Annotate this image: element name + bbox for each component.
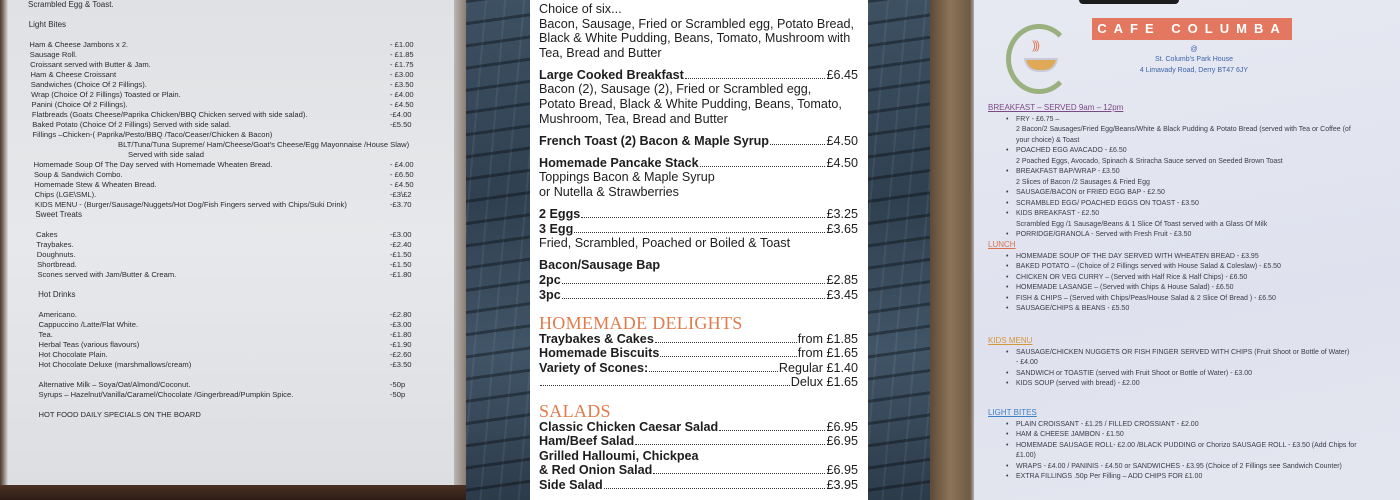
clipboard-clip bbox=[1079, 0, 1179, 4]
menu-item bbox=[539, 134, 858, 149]
item-name: Ham/Beef Salad bbox=[539, 434, 635, 449]
item-price: -50p bbox=[390, 390, 406, 399]
item-detail: 2 Bacon/2 Sausages/Fried Egg/Beans/White & Black Pudding & Potato Bread (served with Tea or Coffee (of bbox=[1016, 126, 1351, 133]
menu-item: • PORRIDGE/GRANOLA - Served with Fresh Fruit - £3.50 bbox=[988, 230, 1398, 241]
menu-item bbox=[539, 207, 858, 222]
description-line bbox=[539, 236, 858, 251]
dot-leader bbox=[770, 144, 825, 145]
item-price: -£2.80 bbox=[390, 310, 412, 319]
menu-item bbox=[539, 156, 858, 171]
dot-leader bbox=[649, 371, 778, 372]
steam-icon: ))) bbox=[1032, 38, 1038, 52]
description-line bbox=[539, 82, 858, 97]
item-name: 3pc bbox=[539, 287, 561, 302]
item-price: £3.25 bbox=[826, 207, 858, 222]
item-name: Large Cooked Breakfast bbox=[539, 67, 684, 82]
menu-line bbox=[28, 340, 454, 350]
menu-line bbox=[28, 200, 454, 210]
menu-item bbox=[539, 478, 858, 493]
section-heading bbox=[28, 20, 454, 30]
menu-item: • BREAKFAST BAP/WRAP - £3.50 bbox=[988, 167, 1398, 178]
menu-section bbox=[988, 408, 1398, 483]
menu-line bbox=[28, 100, 454, 110]
menu-line bbox=[28, 300, 454, 310]
item-detail: your choice) & Toast bbox=[1016, 136, 1080, 144]
item-text: Hot Drinks bbox=[38, 290, 76, 299]
item-text: Sweet Treats bbox=[35, 210, 83, 219]
item-text: Croissant served with Butter & Jam. bbox=[30, 60, 151, 69]
item-text: Shortbread. bbox=[37, 260, 77, 269]
menu-line bbox=[28, 120, 454, 130]
menu-line bbox=[28, 150, 454, 160]
item-name: Variety of Scones: bbox=[539, 360, 649, 375]
menu-line bbox=[28, 320, 454, 330]
section-heading: KIDS MENU bbox=[988, 336, 1033, 345]
item-price: £6.95 bbox=[826, 419, 858, 434]
item-price: -£3.00 bbox=[390, 230, 412, 239]
item-text: Flatbreads (Goats Cheese/Paprika Chicken/BBQ Chicken served with side salad). bbox=[31, 110, 308, 119]
menu-line bbox=[28, 130, 454, 140]
description-line bbox=[539, 170, 858, 185]
item-price: £6.95 bbox=[826, 463, 858, 478]
dot-leader bbox=[635, 444, 825, 445]
menu-item: • POACHED EGG AVACADO - £6.50 bbox=[988, 146, 1398, 157]
menu-line bbox=[28, 80, 454, 90]
menu-stand-base bbox=[0, 485, 466, 500]
menu-item: • HOMEMADE SOUP OF THE DAY SERVED WITH WHEATEN BREAD - £3.95 bbox=[988, 252, 1398, 263]
menu-item: • PLAIN CROISSANT - £1.25 / FILLED CROSSIANT - £2.00 bbox=[988, 420, 1398, 431]
item-text: Hot Chocolate Plain. bbox=[38, 350, 108, 359]
menu-line bbox=[28, 70, 454, 80]
menu-line bbox=[28, 350, 454, 360]
menu-item bbox=[539, 361, 858, 376]
menu-item: • EXTRA FILLINGS .50p Per Filling – ADD CHIPS FOR £1.00 bbox=[988, 472, 1398, 483]
menu-line bbox=[28, 180, 454, 190]
description-text: Bacon (2), Sausage (2), Fried or Scrambled egg, bbox=[539, 82, 812, 97]
item-text: Doughnuts. bbox=[36, 250, 76, 259]
section-heading bbox=[28, 0, 454, 10]
spacer bbox=[539, 302, 858, 310]
spacer bbox=[539, 200, 858, 208]
dot-leader bbox=[574, 232, 825, 233]
spacer bbox=[539, 251, 858, 259]
item-price: from £1.65 bbox=[797, 346, 858, 361]
dot-leader bbox=[581, 217, 825, 218]
menu-item bbox=[539, 463, 858, 478]
description-text: Fried, Scrambled, Poached or Boiled & Toast bbox=[539, 236, 791, 251]
item-price: -£3.70 bbox=[390, 200, 412, 209]
menu-line bbox=[28, 190, 454, 200]
item-price: -£1.80 bbox=[390, 270, 412, 279]
item-price: - £1.85 bbox=[390, 50, 414, 59]
menu-item bbox=[539, 420, 858, 435]
menu-line bbox=[28, 380, 454, 390]
item-price: -£1.50 bbox=[390, 250, 412, 259]
item-text: Scrambled Egg & Toast. bbox=[28, 0, 114, 9]
description-text: Tea, Bread and Butter bbox=[539, 45, 662, 60]
item-price: £6.95 bbox=[826, 434, 858, 449]
item-text: Panini (Choice Of 2 Fillings). bbox=[31, 100, 128, 109]
item-text: Scones served with Jam/Butter & Cream. bbox=[37, 270, 177, 279]
description-line bbox=[539, 31, 858, 46]
menu-line bbox=[28, 410, 454, 420]
section-heading bbox=[28, 290, 454, 300]
item-name: Homemade Pancake Stack bbox=[539, 155, 699, 170]
address-at: @ bbox=[1190, 46, 1198, 53]
item-price: - £4.00 bbox=[390, 90, 414, 99]
description-text: Choice of six... bbox=[539, 2, 622, 16]
item-name: 3 Egg bbox=[539, 221, 574, 236]
section-heading: SALADS bbox=[539, 400, 611, 421]
menu-line bbox=[28, 240, 454, 250]
dot-leader bbox=[604, 488, 826, 489]
item-detail: £1.00) bbox=[1016, 452, 1036, 459]
item-price: - £4.50 bbox=[390, 100, 414, 109]
menu-line bbox=[28, 250, 454, 260]
menu-line bbox=[28, 330, 454, 340]
menu-item bbox=[539, 68, 858, 83]
item-price: - £3.50 bbox=[390, 80, 414, 89]
item-text: Ham & Cheese Jambons x 2. bbox=[29, 40, 129, 49]
description-text: Bacon, Sausage, Fried or Scrambled egg, Potato Bread, bbox=[539, 16, 855, 31]
item-price: -£3.00 bbox=[390, 320, 412, 329]
menu-section bbox=[988, 336, 1398, 390]
description-text: or Nutella & Strawberries bbox=[539, 185, 679, 200]
menu-item: • WRAPS - £4.00 / PANINIS - £4.50 or SANDWICHES - £3.95 (Choice of 2 Fillings see Sandwich Counter) bbox=[988, 462, 1398, 473]
dot-leader bbox=[562, 298, 826, 299]
spacer bbox=[539, 148, 858, 156]
item-text: Traybakes. bbox=[36, 240, 74, 249]
printed-menu-sheet bbox=[8, 0, 454, 485]
item-text: Chips (LGE\SML). bbox=[34, 190, 97, 199]
menu-item: • FRY - £6.75 – bbox=[988, 115, 1398, 126]
right-menu-photo bbox=[930, 0, 1400, 500]
left-menu-photo bbox=[0, 0, 466, 500]
description-line bbox=[539, 258, 858, 273]
item-text: Soup & Sandwich Combo. bbox=[33, 170, 123, 179]
menu-line bbox=[28, 50, 454, 60]
menu-item bbox=[539, 222, 858, 237]
item-name: Traybakes & Cakes bbox=[539, 331, 654, 346]
menu-item bbox=[539, 346, 858, 361]
item-price: -£2.60 bbox=[390, 350, 412, 359]
stone-wall-background bbox=[466, 0, 530, 500]
middle-menu-board bbox=[530, 0, 868, 500]
description-line bbox=[539, 97, 858, 112]
menu-line bbox=[28, 90, 454, 100]
menu-line bbox=[28, 220, 454, 230]
item-text: Served with side salad bbox=[128, 150, 204, 159]
address-line-2: 4 Limavady Road, Derry BT47 6JY bbox=[1139, 67, 1249, 74]
menu-line bbox=[28, 390, 454, 400]
description-line bbox=[539, 185, 858, 200]
menu-item: • SAUSAGE/CHICKEN NUGGETS OR FISH FINGER SERVED WITH CHIPS (Fruit Shoot or Bottle of Water) bbox=[988, 348, 1398, 359]
item-detail: 2 Slices of Bacon /2 Sausages & Fried Egg bbox=[1016, 178, 1150, 186]
description-line bbox=[539, 46, 858, 61]
menu-line bbox=[28, 30, 454, 40]
item-text: Baked Potato (Choice Of 2 Fillings) Served with side salad. bbox=[32, 120, 231, 129]
menu-item bbox=[539, 375, 858, 390]
item-text: HOT FOOD DAILY SPECIALS ON THE BOARD bbox=[38, 410, 201, 419]
section-heading bbox=[28, 210, 454, 220]
item-text: Sausage Roll. bbox=[29, 50, 78, 59]
description-line bbox=[539, 449, 858, 464]
item-price: £4.50 bbox=[826, 133, 858, 148]
menu-item: • SCRAMBLED EGG/ POACHED EGGS ON TOAST - £3.50 bbox=[988, 199, 1398, 210]
dot-leader bbox=[660, 356, 796, 357]
item-price: £6.45 bbox=[826, 67, 858, 82]
item-price: -50p bbox=[390, 380, 406, 389]
menu-line bbox=[28, 270, 454, 280]
item-text: Cakes bbox=[36, 230, 58, 239]
menu-line bbox=[28, 10, 454, 20]
item-text: Light Bites bbox=[28, 20, 67, 29]
item-detail: Scrambled Egg /1 Sausage/Beans & 1 Slice Of Toast served with a Glass Of Milk bbox=[1016, 220, 1268, 228]
item-text: Hot Chocolate Deluxe (marshmallows/cream) bbox=[38, 360, 192, 369]
menu-line bbox=[28, 60, 454, 70]
menu-line bbox=[28, 140, 454, 150]
description-text: Mushroom, Tea, Bread and Butter bbox=[539, 111, 728, 126]
menu-line bbox=[28, 310, 454, 320]
item-price: £3.65 bbox=[826, 221, 858, 236]
menu-line bbox=[28, 110, 454, 120]
description-text: Potato Bread, Black & White Pudding, Beans, Tomato, bbox=[539, 97, 842, 112]
spacer bbox=[539, 60, 858, 68]
menu-item: • SAUSAGE/CHIPS & BEANS - £5.50 bbox=[988, 304, 1398, 315]
item-price: Regular £1.40 bbox=[778, 360, 858, 375]
handwritten-menu-sheet bbox=[974, 0, 1400, 500]
dot-leader bbox=[653, 473, 825, 474]
description-text: Black & White Pudding, Beans, Tomato, Mushroom with bbox=[539, 31, 851, 46]
menu-item: • CHICKEN OR VEG CURRY – (Served with Half Rice & Half Chips) - £6.50 bbox=[988, 273, 1398, 284]
menu-line bbox=[28, 170, 454, 180]
menu-line bbox=[28, 370, 454, 380]
section-heading: HOMEMADE DELIGHTS bbox=[539, 312, 743, 333]
menu-line bbox=[28, 40, 454, 50]
item-name: Classic Chicken Caesar Salad bbox=[539, 419, 719, 434]
item-price: -£1.90 bbox=[390, 340, 412, 349]
section-heading: LIGHT BITES bbox=[988, 408, 1037, 417]
item-text: Syrups – Hazelnut/Vanilla/Caramel/Chocolate /Gingerbread/Pumpkin Spice. bbox=[38, 390, 294, 399]
menu-line bbox=[28, 260, 454, 270]
item-text: KIDS MENU - (Burger/Sausage/Nuggets/Hot Dog/Fish Fingers served with Chips/Suki Drink) bbox=[35, 200, 347, 209]
description-line bbox=[539, 2, 858, 17]
description-text: Toppings Bacon & Maple Syrup bbox=[539, 170, 715, 185]
item-text: Alternative Milk – Soya/Oat/Almond/Coconut. bbox=[38, 380, 191, 389]
description-line bbox=[539, 17, 858, 32]
item-price: £4.50 bbox=[826, 155, 858, 170]
description-line bbox=[539, 112, 858, 127]
menu-line bbox=[28, 230, 454, 240]
menu-item: • BAKED POTATO – (Choice of 2 Fillings served with House Salad & Coleslaw) - £5.50 bbox=[988, 262, 1398, 273]
item-name: 2pc bbox=[539, 273, 561, 287]
menu-item: • KIDS BREAKFAST - £2.50 bbox=[988, 209, 1398, 220]
cafe-name-banner: CAFE COLUMBA bbox=[1092, 18, 1292, 40]
menu-item: • HOMEMADE LASANGE – (Served with Chips & House Salad) - £6.50 bbox=[988, 283, 1398, 294]
section-heading: BREAKFAST – SERVED 9am – 12pm bbox=[988, 103, 1124, 112]
section-heading: LUNCH bbox=[988, 240, 1016, 249]
address-line-1: St. Columb's Park House bbox=[1155, 56, 1233, 63]
item-price: -£5.50 bbox=[390, 120, 412, 129]
item-text: Wrap (Choice Of 2 Fillings) Toasted or Plain. bbox=[31, 90, 181, 99]
menu-item bbox=[539, 434, 858, 449]
item-text: Herbal Teas (various flavours) bbox=[38, 340, 140, 349]
item-price: - £4.00 bbox=[390, 160, 414, 169]
item-price: from £1.85 bbox=[797, 331, 858, 346]
dot-leader bbox=[719, 430, 825, 431]
item-name: French Toast (2) Bacon & Maple Syrup bbox=[539, 133, 769, 148]
item-price: - £6.50 bbox=[390, 170, 414, 179]
item-text: Homemade Stew & Wheaten Bread. bbox=[34, 180, 157, 189]
item-text: Ham & Cheese Croissant bbox=[30, 70, 117, 79]
stone-wall-background bbox=[868, 0, 930, 500]
menu-line bbox=[28, 160, 454, 170]
menu-item: • FISH & CHIPS – (Served with Chips/Peas/House Salad & 2 Slice Of Bread ) - £6.50 bbox=[988, 294, 1398, 305]
item-price: -£1.50 bbox=[390, 260, 412, 269]
dot-leader bbox=[655, 342, 797, 343]
item-price: - £4.50 bbox=[390, 180, 414, 189]
spacer bbox=[539, 126, 858, 134]
item-text: BLT/Tuna/Tuna Supreme/ Ham/Cheese/Goat's Cheese/Egg Mayonnaise /House Slaw) bbox=[118, 140, 410, 149]
item-text: Sandwiches (Choice Of 2 Fillings). bbox=[30, 80, 147, 89]
menu-item bbox=[539, 273, 858, 288]
item-text: Americano. bbox=[38, 310, 77, 319]
menu-line bbox=[28, 280, 454, 290]
item-name: Side Salad bbox=[539, 477, 603, 492]
item-price: £2.85 bbox=[826, 273, 858, 287]
item-price: £3.45 bbox=[826, 287, 858, 302]
item-price: -£3.50 bbox=[390, 360, 412, 369]
menu-item bbox=[539, 288, 858, 303]
item-price: - £3.00 bbox=[390, 70, 414, 79]
item-text: Fillings –Chicken-( Paprika/Pesto/BBQ /Taco/Ceaser/Chicken & Bacon) bbox=[32, 130, 273, 139]
menu-section bbox=[988, 103, 1398, 241]
item-price: £3.95 bbox=[826, 477, 858, 492]
menu-item: • SANDWICH or TOASTIE (served with Fruit Shoot or Bottle of Water) - £3.00 bbox=[988, 369, 1398, 380]
menu-section bbox=[988, 240, 1398, 315]
item-detail: - £4.00 bbox=[1016, 359, 1038, 366]
item-price: -£4.00 bbox=[390, 110, 412, 119]
item-text: Cappuccino /Latte/Flat White. bbox=[38, 320, 139, 329]
item-name: Grilled Halloumi, Chickpea bbox=[539, 448, 699, 463]
item-name: & Red Onion Salad bbox=[539, 463, 653, 478]
item-name: Homemade Biscuits bbox=[539, 346, 660, 361]
item-price: - £1.00 bbox=[390, 40, 414, 49]
item-name: Bacon/Sausage Bap bbox=[539, 258, 661, 273]
item-price: Delux £1.65 bbox=[790, 375, 858, 390]
item-text: Tea. bbox=[38, 330, 53, 339]
item-price: -£3\£2 bbox=[390, 190, 412, 199]
item-name: 2 Eggs bbox=[539, 207, 581, 222]
item-detail: 2 Poached Eggs, Avocado, Spinach & Sriracha Sauce served on Seeded Brown Toast bbox=[1016, 157, 1283, 165]
item-price: -£1.80 bbox=[390, 330, 412, 339]
menu-line bbox=[28, 360, 454, 370]
dot-leader bbox=[685, 78, 826, 79]
menu-item: • KIDS SOUP (served with bread) - £2.00 bbox=[988, 379, 1398, 390]
item-text: Homemade Soup Of The Day served with Homemade Wheaten Bread. bbox=[33, 160, 273, 169]
menu-item: • HOMEMADE SAUSAGE ROLL- £2.00 /BLACK PUDDING or Chorizo SAUSAGE ROLL - £3.50 (Add Chips for bbox=[988, 441, 1398, 452]
menu-item: • HAM & CHEESE JAMBON - £1.50 bbox=[988, 430, 1398, 441]
item-price: - £1.75 bbox=[390, 60, 414, 69]
item-price: -£2.40 bbox=[390, 240, 412, 249]
dot-leader bbox=[700, 166, 826, 167]
menu-line bbox=[28, 400, 454, 410]
dot-leader bbox=[562, 283, 826, 284]
dot-leader bbox=[540, 385, 790, 386]
menu-item: • SAUSAGE/BACON or FRIED EGG BAP - £2.50 bbox=[988, 188, 1398, 199]
spacer bbox=[539, 390, 858, 398]
